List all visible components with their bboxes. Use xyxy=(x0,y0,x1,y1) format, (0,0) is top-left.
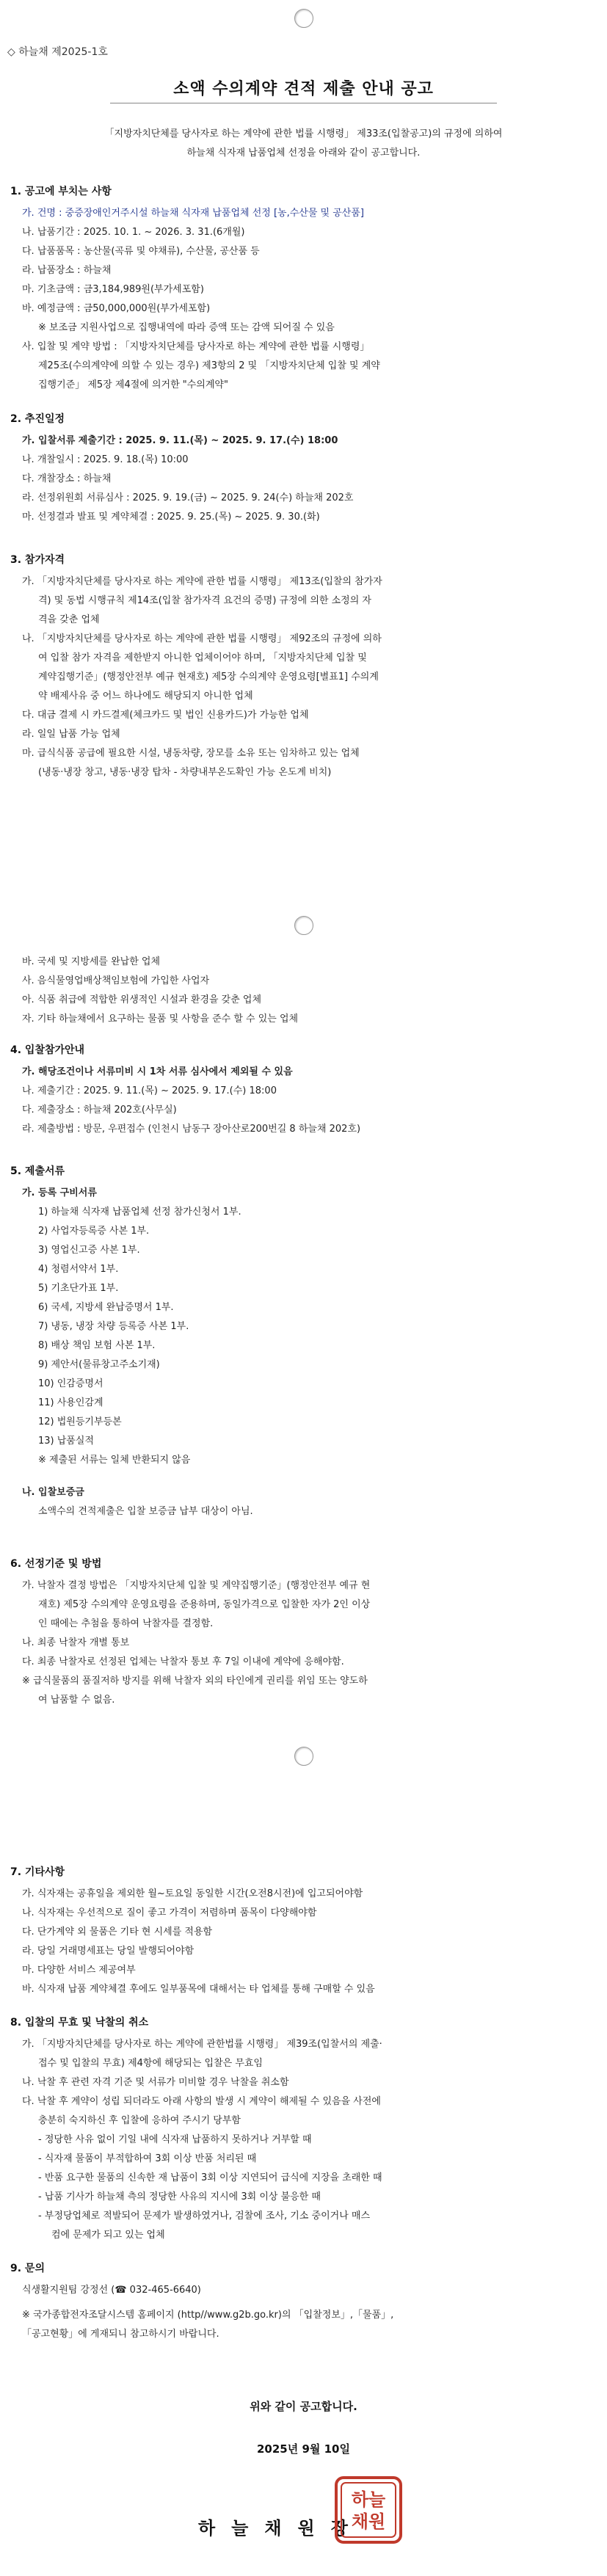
list-item: 3) 영업신고증 사본 1부. xyxy=(38,1245,140,1256)
list-note: ※ 제출된 서류는 일체 반환되지 않음 xyxy=(38,1455,191,1466)
list-item: 13) 납품실적 xyxy=(38,1436,94,1447)
note-text: ※ 국가종합전자조달시스템 홈페이지 (http//www.g2b.go.kr)의 「입찰정보」,「물품」, xyxy=(22,2310,394,2321)
section-heading: 3. 참가자격 xyxy=(10,554,65,566)
section-heading: 5. 제출서류 xyxy=(10,1165,65,1177)
section-announcement-items xyxy=(10,183,597,395)
list-item: 나. 납품기간 : 2025. 10. 1. ~ 2026. 3. 31.(6개월) xyxy=(22,227,245,238)
section-heading: 8. 입찰의 무효 및 낙찰의 취소 xyxy=(10,2017,149,2029)
list-item: 6) 국세, 지방세 완납증명서 1부. xyxy=(38,1302,174,1313)
list-item: 라. 선정위원회 서류심사 : 2025. 9. 19.(금) ~ 2025. 9. 24(수) 하늘채 202호 xyxy=(22,492,354,503)
list-item: 다. 제출장소 : 하늘채 202호(사무실) xyxy=(22,1105,177,1116)
punch-hole-icon xyxy=(294,1747,313,1766)
list-item: 바. 예정금액 : 금50,000,000원(부가세포함) xyxy=(22,303,211,314)
list-item: 가. 낙찰자 결정 방법은 「지방자치단체 입찰 및 계약집행기준」(행정안전부 예규 현 xyxy=(22,1580,371,1591)
page-title: 소액 수의계약 견적 제출 안내 공고 xyxy=(173,80,434,98)
list-item-cont: 접수 및 입찰의 무효) 제4항에 해당되는 입찰은 무효임 xyxy=(38,2058,263,2069)
document-number: ◇ 하늘채 제2025-1호 xyxy=(7,46,108,58)
list-item: 나. 최종 낙찰자 개별 통보 xyxy=(22,1637,130,1648)
section-qualifications-cont xyxy=(10,953,597,1029)
list-item: 가. 「지방자치단체를 당사자로 하는 계약에 관한 법률 시행령」 제13조(입찰의 참가자 xyxy=(22,576,382,587)
list-item: 아. 식품 취급에 적합한 위생적인 시설과 환경을 갖춘 업체 xyxy=(22,994,262,1005)
list-item: 다. 최종 낙찰자로 선정된 업체는 낙찰자 통보 후 7일 이내에 계약에 응해야함. xyxy=(22,1656,344,1667)
punch-hole-icon xyxy=(294,916,313,935)
list-item: 나. 낙찰 후 관련 자격 기준 및 서류가 미비할 경우 낙찰을 취소함 xyxy=(22,2077,289,2088)
section-heading: 7. 기타사항 xyxy=(10,1866,65,1878)
punch-hole-icon xyxy=(294,9,313,28)
intro-text xyxy=(44,125,563,163)
list-item: 4) 청렴서약서 1부. xyxy=(38,1264,119,1275)
list-item-cont: 제25조(수의계약에 의할 수 있는 경우) 제3항의 2 및 「지방자치단체 입찰 및 계약 xyxy=(38,360,380,371)
list-item: 소액수의 견적제출은 입찰 보증금 납부 대상이 아님. xyxy=(38,1506,253,1517)
svg-text:채원: 채원 xyxy=(351,2511,386,2532)
list-item: 5) 기초단가표 1부. xyxy=(38,1283,119,1294)
list-item-cont: (냉동·냉장 창고, 냉동·냉장 탑차 - 차량내부온도확인 가능 온도계 비치) xyxy=(38,767,332,778)
list-item: 마. 기초금액 : 금3,184,989원(부가세포함) xyxy=(22,284,204,295)
list-item: 7) 냉동, 냉장 차량 등록증 사본 1부. xyxy=(38,1321,189,1332)
section-schedule xyxy=(10,411,597,527)
section-heading: 1. 공고에 부치는 사항 xyxy=(10,186,112,197)
list-item-cont: 격) 및 동법 시행규칙 제14조(입찰 참가자격 요건의 증명) 규정에 의한 소정의 자 xyxy=(38,595,371,606)
list-item: 다. 납품품목 : 농산물(곡류 및 야채류), 수산물, 공산품 등 xyxy=(22,246,260,257)
section-heading: 6. 선정기준 및 방법 xyxy=(10,1558,102,1570)
list-item: 1) 하늘채 식자재 납품업체 선정 참가신청서 1부. xyxy=(38,1207,241,1218)
notice-date: 2025년 9월 10일 xyxy=(257,2442,350,2456)
list-item: 라. 일일 납품 가능 업체 xyxy=(22,729,120,740)
list-item: 가. 식자재는 공휴일을 제외한 월~토요일 동일한 시간(오전8시전)에 입고되어야함 xyxy=(22,1888,363,1899)
list-item: 가. 해당조건이나 서류미비 시 1차 서류 심사에서 제외될 수 있음 xyxy=(22,1066,293,1077)
section-bid-guide xyxy=(10,1042,597,1139)
contact-info: 식생활지원팀 강정선 (☎ 032-465-6640) xyxy=(22,2285,201,2296)
signature-name: 하늘채원장 xyxy=(198,2518,364,2539)
list-item: 라. 당일 거래명세표는 당일 발행되어야함 xyxy=(22,1946,195,1957)
section-contact xyxy=(10,2260,597,2344)
section-heading: 9. 문의 xyxy=(10,2263,45,2274)
list-item: 나. 「지방자치단체를 당사자로 하는 계약에 관한 법률 시행령」 제92조의 규정에 의하 xyxy=(22,633,382,644)
list-item: 2) 사업자등록증 사본 1부. xyxy=(38,1226,150,1237)
official-seal-icon xyxy=(332,2473,405,2547)
list-item: 가. 건명 : 중증장애인거주시설 하늘채 식자재 납품업체 선정 [농,수산물 및 공산품] xyxy=(22,208,364,219)
section-documents xyxy=(10,1163,597,1521)
list-item: 나. 식자재는 우선적으로 질이 좋고 가격이 저렴하며 품목이 다양해야함 xyxy=(22,1907,317,1918)
list-item: 다. 단가계약 외 물품은 기타 현 시세를 적용함 xyxy=(22,1926,213,1938)
section-heading: 2. 추진일정 xyxy=(10,413,65,425)
list-item: 마. 급식식품 공급에 필요한 시설, 냉동차량, 장모를 소유 또는 임차하고 있는 업체 xyxy=(22,748,360,759)
list-item: 사. 음식물영업배상책임보험에 가입한 사업자 xyxy=(22,975,210,986)
section-selection-criteria xyxy=(10,1556,597,1710)
intro-line: 하늘채 식자재 납품업체 선정을 아래와 같이 공고합니다. xyxy=(186,148,421,159)
list-item-cont: 여 입찰 참가 자격을 제한받지 아니한 업체이어야 하며, 「지방자치단체 입찰 및 xyxy=(38,652,367,663)
list-note-cont: 여 납품할 수 없음. xyxy=(38,1695,115,1706)
list-item: - 부정당업체로 적발되어 문제가 발생하였거나, 검찰에 조사, 기소 중이거나 매스 xyxy=(38,2211,371,2222)
list-item: 라. 납품장소 : 하늘채 xyxy=(22,265,112,276)
section-heading: 4. 입찰참가안내 xyxy=(10,1044,85,1056)
list-item-cont: 충분히 숙지하신 후 입찰에 응하여 주시기 당부함 xyxy=(38,2115,241,2126)
list-item: 12) 법원등기부등본 xyxy=(38,1416,122,1427)
list-item: 10) 인감증명서 xyxy=(38,1378,103,1389)
list-item: 가. 입찰서류 제출기간 : 2025. 9. 11.(목) ~ 2025. 9. 17.(수) 18:00 xyxy=(22,435,338,446)
list-item: 마. 선정결과 발표 및 계약체결 : 2025. 9. 25.(목) ~ 2025. 9. 30.(화) xyxy=(22,512,320,523)
svg-text:하늘: 하늘 xyxy=(351,2489,386,2510)
list-item: - 납품 기사가 하늘채 측의 정당한 사유의 지시에 3회 이상 불응한 때 xyxy=(38,2191,321,2202)
list-item: 마. 다양한 서비스 제공여부 xyxy=(22,1965,136,1976)
list-item-cont: 격을 갖춘 업체 xyxy=(38,614,100,625)
list-item: 나. 개찰일시 : 2025. 9. 18.(목) 10:00 xyxy=(22,454,189,465)
list-item-cont: 컴에 문제가 되고 있는 업체 xyxy=(51,2230,165,2241)
section-invalidation xyxy=(10,2015,597,2245)
list-item: - 반품 요구한 물품의 신속한 재 납품이 3회 이상 지연되어 급식에 지장을 초래한 때 xyxy=(38,2172,382,2183)
list-item: 가. 「지방자치단체를 당사자로 하는 계약에 관한법률 시행령」 제39조(입찰서의 제출· xyxy=(22,2039,382,2050)
sub-heading: 나. 입찰보증금 xyxy=(22,1487,84,1498)
list-item: 다. 개찰장소 : 하늘채 xyxy=(22,473,112,484)
section-qualifications xyxy=(10,552,597,782)
list-item-cont: 인 때에는 추첨을 통하여 낙찰자를 결정함. xyxy=(38,1618,214,1629)
closing-statement: 위와 같이 공고합니다. xyxy=(250,2400,357,2413)
list-item: 나. 제출기간 : 2025. 9. 11.(목) ~ 2025. 9. 17.(수) 18:00 xyxy=(22,1085,277,1096)
list-item: - 식자재 물품이 부적합하여 3회 이상 반품 처리된 때 xyxy=(38,2153,257,2164)
list-item-cont: 약 배제사유 중 어느 하나에도 해당되지 아니한 업체 xyxy=(38,691,253,702)
sub-heading: 가. 등록 구비서류 xyxy=(22,1187,97,1198)
list-item: 자. 기타 하늘채에서 요구하는 물품 및 사항을 준수 할 수 있는 업체 xyxy=(22,1014,299,1025)
list-item-cont: 재호) 제5장 수의계약 운영요령을 준용하며, 동일가격으로 입찰한 자가 2인 이상 xyxy=(38,1599,371,1610)
note-text: 「공고현황」에 게재되니 참고하시기 바랍니다. xyxy=(22,2329,219,2340)
list-item: 바. 국세 및 지방세를 완납한 업체 xyxy=(22,956,161,967)
list-item: - 정당한 사유 없이 기일 내에 식자재 납품하지 못하거나 거부할 때 xyxy=(38,2134,312,2145)
list-note: ※ 보조금 지원사업으로 집행내역에 따라 증액 또는 감액 되어질 수 있음 xyxy=(38,322,335,333)
list-note: ※ 급식물품의 품질저하 방지를 위해 낙찰자 외의 타인에게 권리를 위임 또는 양도하 xyxy=(22,1676,368,1687)
list-item: 다. 낙찰 후 계약이 성립 되더라도 아래 사항의 발생 시 계약이 해제될 수 있음을 사전에 xyxy=(22,2096,381,2107)
list-item: 라. 제출방법 : 방문, 우편접수 (인천시 남동구 장아산로200번길 8 하늘채 202호) xyxy=(22,1124,361,1135)
list-item: 다. 대금 결제 시 카드결제(체크카드 및 법인 신용카드)가 가능한 업체 xyxy=(22,710,309,721)
intro-line: 「지방자치단체를 당사자로 하는 계약에 관한 법률 시행령」 제33조(입찰공고)의 규정에 의하여 xyxy=(104,128,503,139)
list-item: 9) 제안서(물류창고주소기재) xyxy=(38,1359,160,1370)
list-item: 11) 사용인감계 xyxy=(38,1397,103,1408)
list-item-cont: 계약집행기준」(행정안전부 예규 현재호) 제5장 수의계약 운영요령[별표1] 수의계 xyxy=(38,672,379,683)
list-item: 8) 배상 책임 보험 사본 1부. xyxy=(38,1340,156,1351)
list-item: 바. 식자재 납품 계약체결 후에도 일부품목에 대해서는 타 업체를 통해 구매할 수 있음 xyxy=(22,1984,375,1995)
list-item: 사. 입찰 및 계약 방법 : 「지방자치단체를 당사자로 하는 계약에 관한 법률 시행령」 xyxy=(22,341,370,352)
section-misc xyxy=(10,1864,597,1999)
list-item-cont: 집행기준」 제5장 제4절에 의거한 "수의계약" xyxy=(38,379,228,390)
